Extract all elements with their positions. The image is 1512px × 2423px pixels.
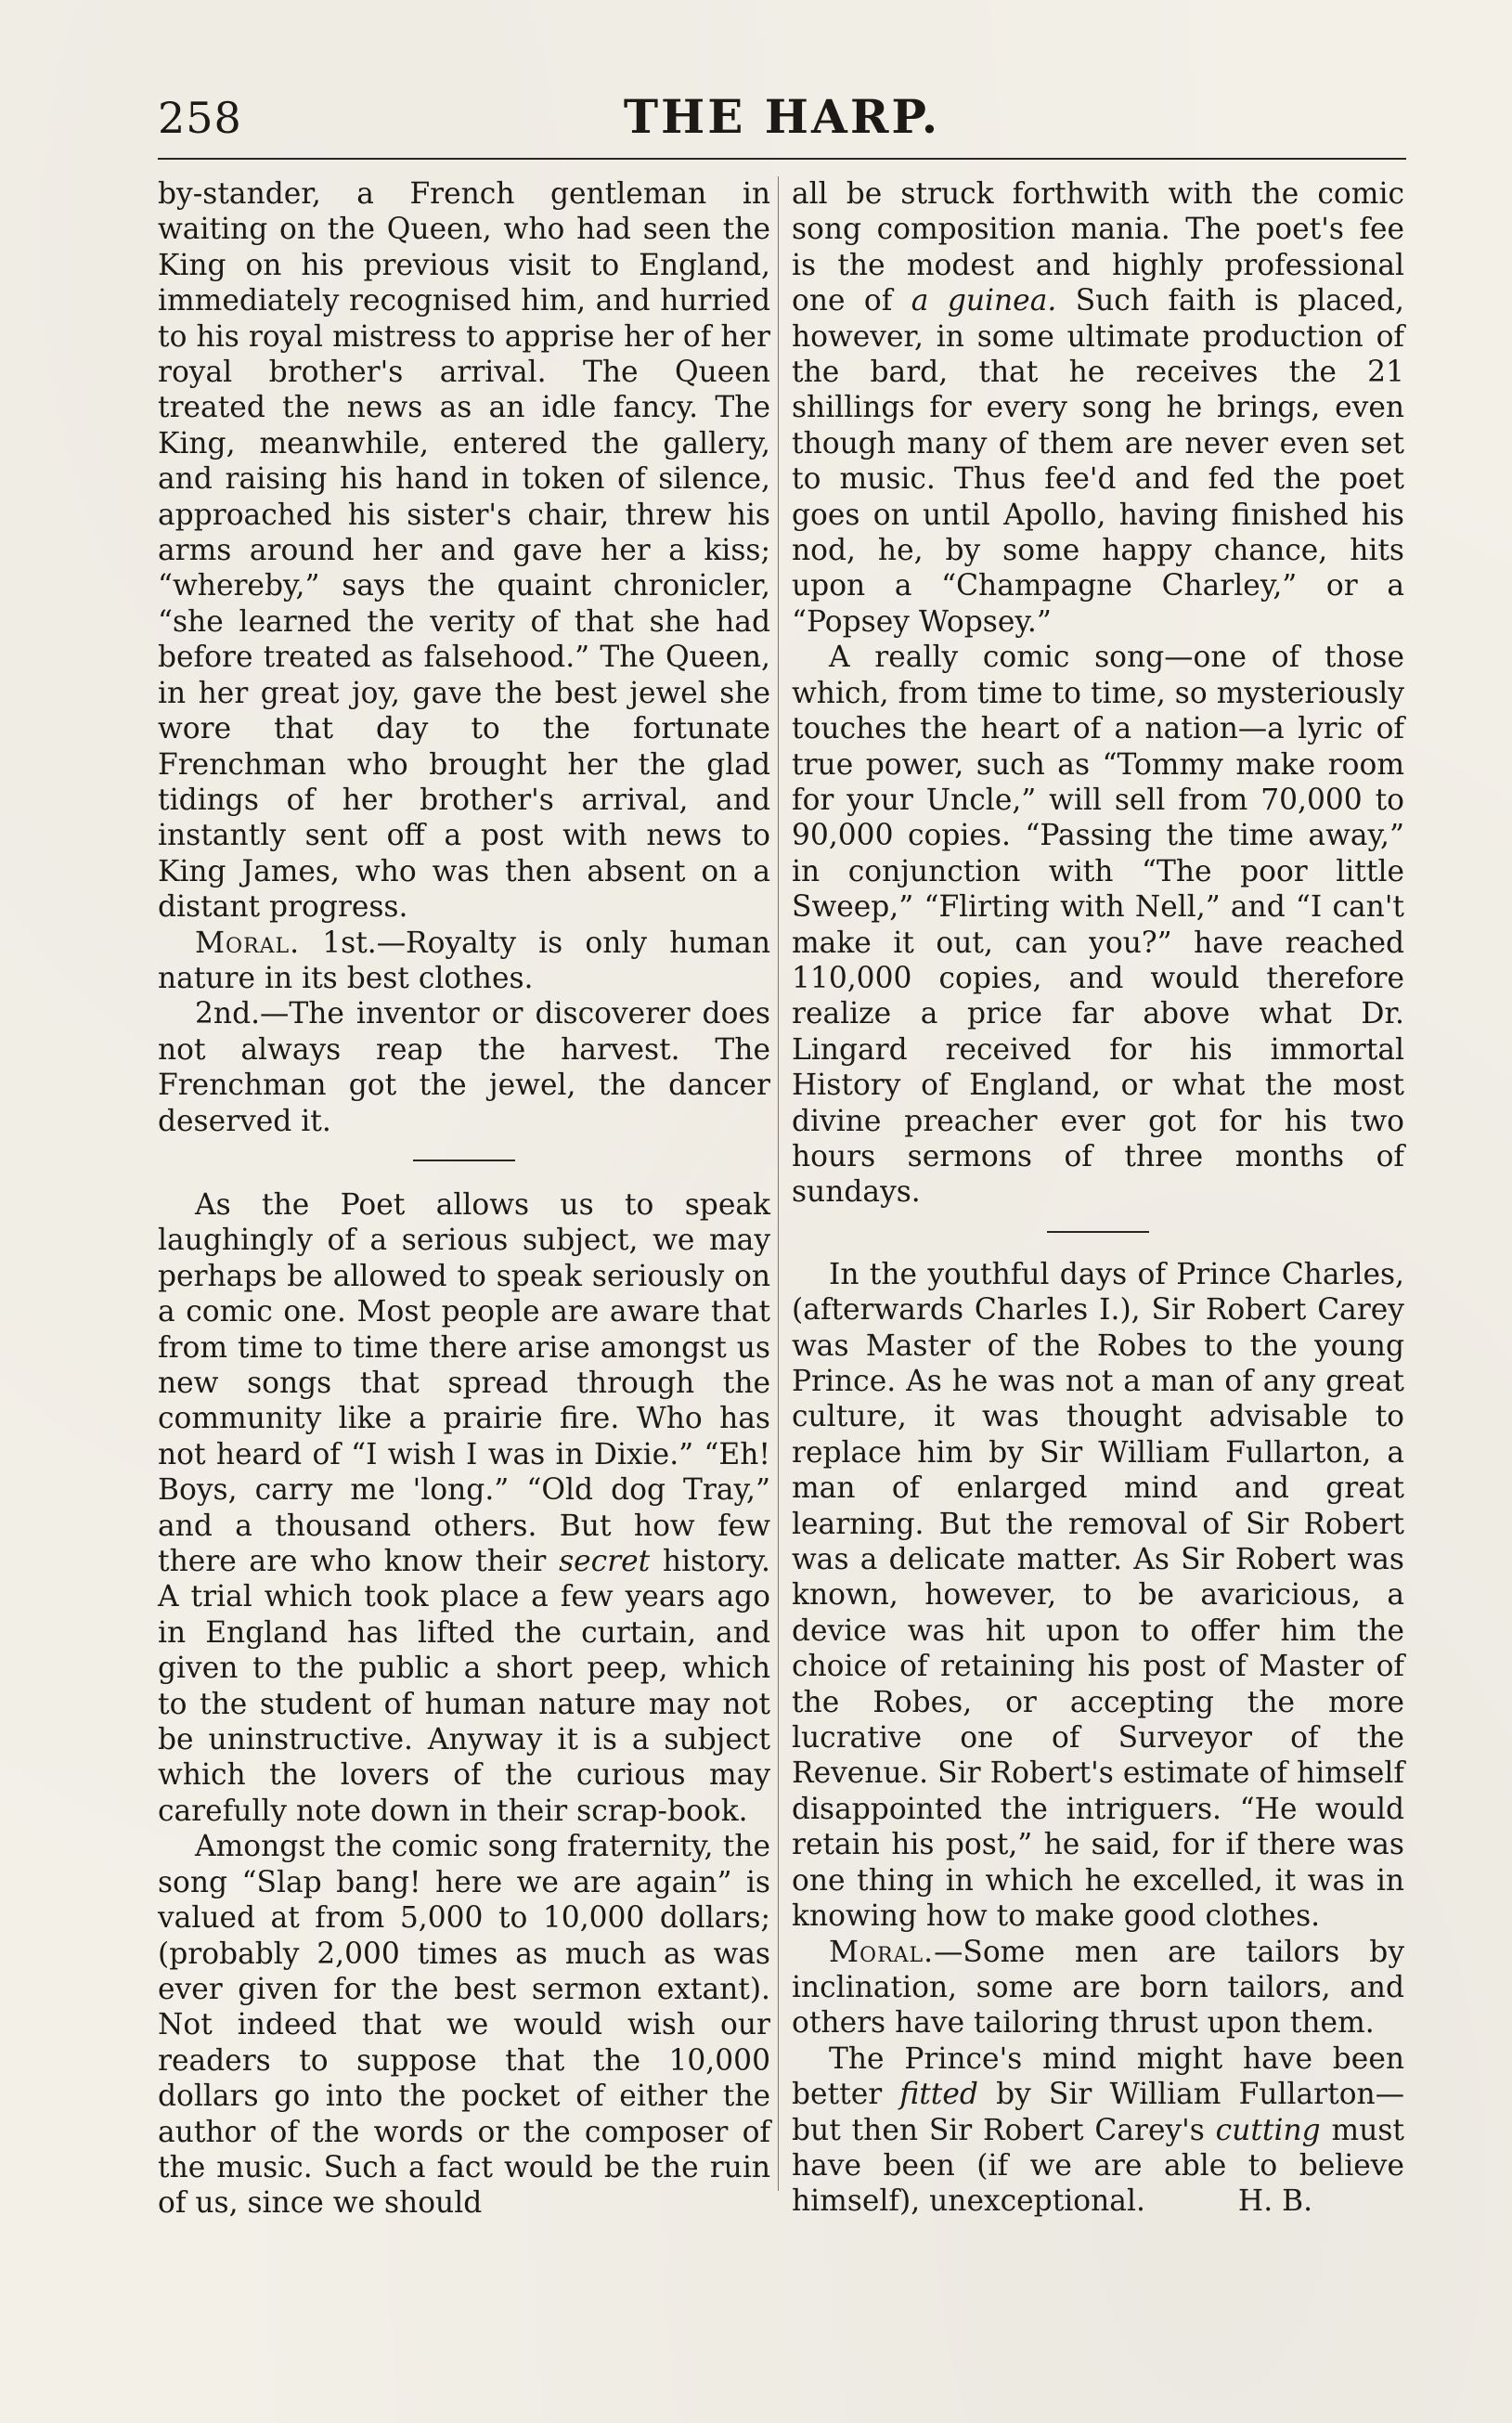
paragraph-text: by Sir William Fullarton—but then Sir Robert Carey's: [792, 2078, 1404, 2147]
paragraph-text: In the youthful days of Prince Charles, (afterwards Charles I.), Sir Robert Carey was Master of the Robes to the young Prince. As he was not a man of any great culture, it was thought advisable to replace him by Sir William Fullarton, a man of enlarged mind and great learning. But the removal of Sir Robert was a delicate matter. As Sir Robert was known, however, to be avaricious, a device was hit upon to offer him the choice of retaining his post of Master of the Robes, or accepting the more lucrative one of Surveyor of the Revenue. Sir Robert's estimate of himself disappointed the intriguers. “He would retain his post,” he said, for if there was one thing in which he excelled, it was in knowing how to make good clothes.: [792, 1257, 1404, 1934]
paragraph-text: As the Poet allows us to speak laughingly of a serious subject, we may perhaps be allowed to speak seriously on a comic one. Most people are aware that from time to time there arise amongst us new songs that spread through the community like a prairie fire. Who has not heard of “I wish I was in Dixie.” “Eh! Boys, carry me 'long.” “Old dog Tray,” and a thousand others. But how few there are who know their: [158, 1187, 770, 1579]
moral-text: 2nd.—The inventor or discoverer does not always reap the harvest. The Frenchman got the jewel, the dancer deserved it.: [158, 997, 770, 1138]
paragraph-text: Amongst the comic song fraternity, the song “Slap bang! here we are again” is valued at from 5,000 to 10,000 dollars; (probably 2,000 times as much as was ever given for the best sermon extant). Not indeed that we would wish our readers to suppose that the 10,000 dollars go into the pocket of either the author of the words or the composer of the music. Such a fact would be the ruin of us, since we should: [158, 1830, 770, 2221]
paragraph-text: must have been (if we are able to believe himself), unexceptional.: [792, 2113, 1404, 2219]
section-separator: [1047, 1231, 1149, 1233]
emphasis-text: secret: [559, 1545, 651, 1579]
paragraph-text: The Prince's mind might have been better: [792, 2041, 1404, 2112]
paragraph: [158, 176, 770, 926]
header-rule: [158, 158, 1406, 160]
right-column: [792, 176, 1404, 2220]
paragraph: [792, 640, 1404, 1211]
column-divider: [778, 176, 779, 2191]
author-signature: H. B.: [1237, 2184, 1313, 2219]
paragraph: [158, 1829, 770, 2221]
moral-paragraph: [792, 1935, 1404, 2041]
running-title: THE HARP.: [623, 89, 941, 144]
emphasis-text: fitted: [899, 2078, 978, 2112]
paragraph-text: all be struck forthwith with the comic song composition mania. The poet's fee is the modest and highly professional one of: [792, 177, 1404, 318]
page-header: [158, 85, 1406, 150]
emphasis-text: cutting: [1215, 2113, 1321, 2147]
moral-text: 1st.—Royalty is only human nature in its best clothes.: [158, 926, 770, 995]
emphasis-text: a guinea.: [911, 284, 1057, 318]
left-column: [158, 176, 770, 2222]
paragraph-text: by-stander, a French gentleman in waiting on the Queen, who had seen the King on his previous visit to England, immediately recognised him, and hurried to his royal mistress to apprise her of her royal brother's arrival. The Queen treated the news as an idle fancy. The King, meanwhile, entered the gallery, and raising his hand in token of silence, approached his sister's chair, threw his arms around her and gave her a kiss; “whereby,” says the quaint chronicler, “she learned the verity of that she had before treated as falsehood.” The Queen, in her great joy, gave the best jewel she wore that day to the fortunate Frenchman who brought her the glad tidings of her brother's arrival, and instantly sent off a post with news to King James, who was then absent on a distant progress.: [158, 177, 770, 925]
paragraph-text: A really comic song—one of those which, from time to time, so mysteriously touches the heart of a nation—a lyric of true power, such as “Tommy make room for your Uncle,” will sell from 70,000 to 90,000 copies. “Passing the time away,” in conjunction with “The poor little Sweep,” “Flirting with Nell,” and “I can't make it out, can you?” have reached 110,000 copies, and would therefore realize a price far above what Dr. Lingard received for his immortal History of England, or what the most divine preacher ever got for his two hours sermons of three months of sundays.: [792, 641, 1404, 1210]
paragraph-text: Such faith is placed, however, in some ultimate production of the bard, that he receives the 21 shillings for every song he brings, even though many of them are never even set to music. Thus fee'd and fed the poet goes on until Apollo, having finished his nod, he, by some happy chance, hits upon a “Champagne Charley,” or a “Popsey Wopsey.”: [792, 284, 1404, 639]
moral-paragraph: [158, 996, 770, 1139]
paragraph-text: history. A trial which took place a few years ago in England has lifted the curtain, and given to the public a short peep, which to the student of human nature may not be uninstructive. Anyway it is a subject which the lovers of the curious may carefully note down in their scrap-book.: [158, 1545, 770, 1828]
page-number: 258: [158, 93, 242, 143]
moral-label: Moral.: [195, 926, 301, 960]
paragraph: [792, 1257, 1404, 1935]
moral-label: Moral.: [829, 1935, 935, 1969]
moral-paragraph: [158, 926, 770, 997]
moral-text: —Some men are tailors by inclination, some are born tailors, and others have tailoring thrust upon them.: [792, 1935, 1404, 2041]
paragraph: [792, 176, 1404, 640]
section-separator: [413, 1160, 515, 1161]
paragraph: [792, 2041, 1404, 2220]
paragraph: [158, 1187, 770, 1829]
